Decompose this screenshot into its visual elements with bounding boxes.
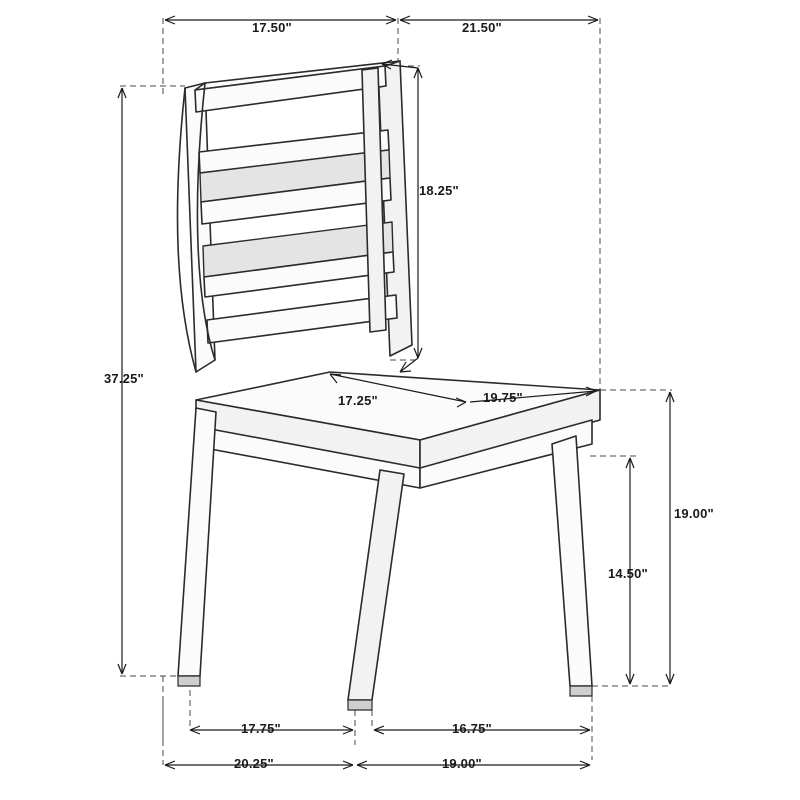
chair-leg-back-right-foot — [570, 686, 592, 696]
chair-leg-front-left — [348, 470, 404, 700]
chair-leg-back-left-foot — [178, 676, 200, 686]
dimension-label-seat-height: 14.50" — [608, 566, 648, 581]
dimension-label-overall-height: 37.25" — [104, 371, 144, 386]
dimension-label-leg-span-side: 16.75" — [452, 721, 492, 736]
chair-leg-back-right — [552, 436, 592, 686]
dimension-label-seat-depth: 19.75" — [483, 390, 523, 405]
dimension-label-base-width: 20.25" — [234, 756, 274, 771]
dimension-label-seat-to-floor-outer: 19.00" — [674, 506, 714, 521]
dimension-label-seat-width: 17.25" — [338, 393, 378, 408]
chair-leg-front-left-foot — [348, 700, 372, 710]
dimension-label-back-width-left: 17.50" — [252, 20, 292, 35]
dimension-label-leg-span-front: 17.75" — [241, 721, 281, 736]
dimension-label-base-depth: 19.00" — [442, 756, 482, 771]
dimension-label-back-height: 18.25" — [419, 183, 459, 198]
chair-leg-back-left — [178, 408, 216, 676]
dimension-label-depth-top: 21.50" — [462, 20, 502, 35]
